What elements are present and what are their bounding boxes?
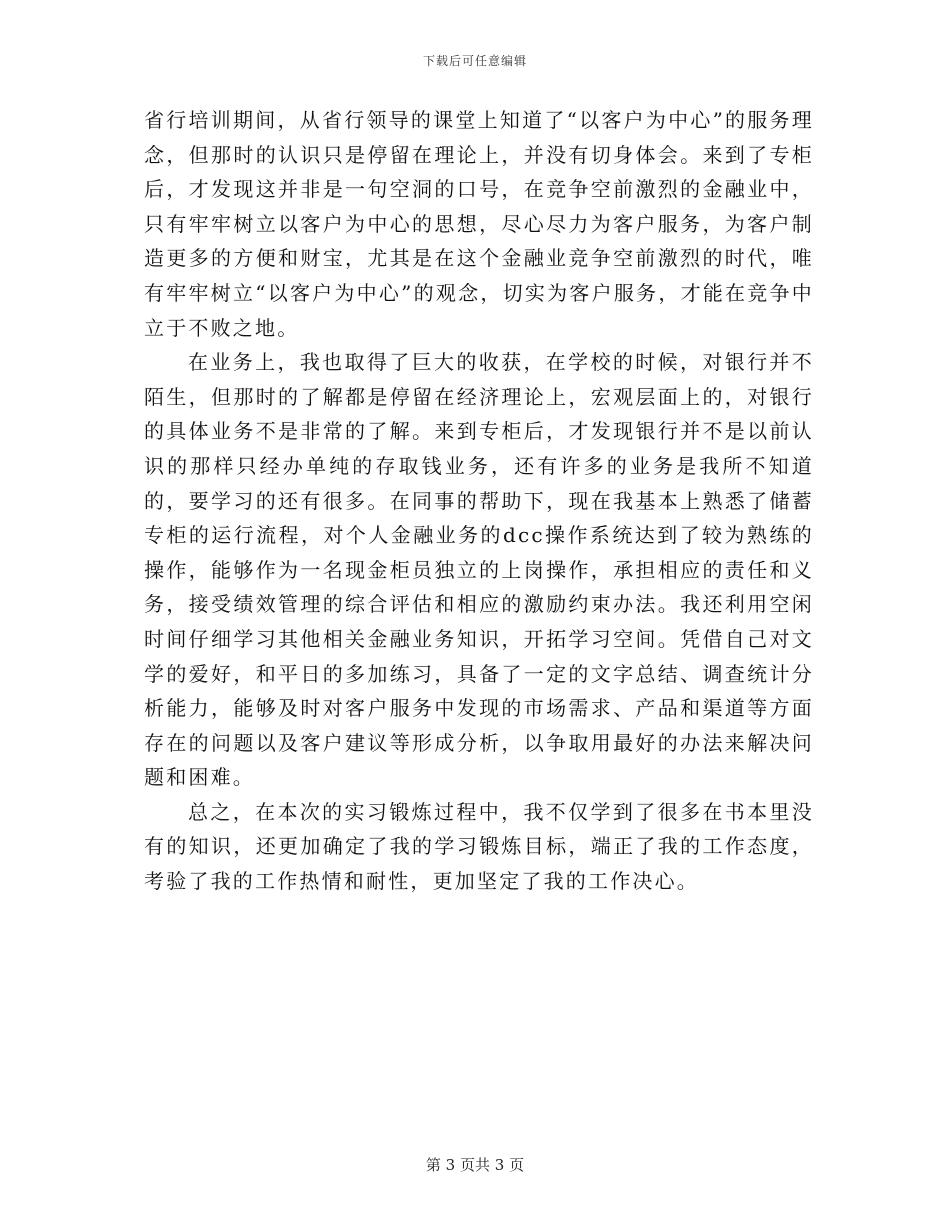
- body-paragraph-2: 在业务上，我也取得了巨大的收获，在学校的时候，对银行并不陌生，但那时的了解都是停留在经济理论上，宏观层面上的，对银行的具体业务不是非常的了解。来到专柜后，才发现银行并不是以前认识的那样只经办单纯的存取钱业务，还有许多的业务是我所不知道的，要学习的还有很多。在同事的帮助下，现在我基本上熟悉了储蓄专柜的运行流程，对个人金融业务的dcc操作系统达到了较为熟练的操作，能够作为一名现金柜员独立的上岗操作，承担相应的责任和义务，接受绩效管理的综合评估和相应的激励约束办法。我还利用空闲时间仔细学习其他相关金融业务知识，开拓学习空间。凭借自己对文学的爱好，和平日的多加练习，具备了一定的文字总结、调查统计分析能力，能够及时对客户服务中发现的市场需求、产品和渠道等方面存在的问题以及客户建议等形成分析，以争取用最好的办法来解决问题和困难。: [144, 350, 814, 790]
- body-paragraph-3: 总之，在本次的实习锻炼过程中，我不仅学到了很多在书本里没有的知识，还更加确定了我的学习锻炼目标，端正了我的工作态度，考验了我的工作热情和耐性，更加坚定了我的工作决心。: [144, 799, 814, 894]
- page-number-footer: 第 3 页共 3 页: [425, 1156, 525, 1174]
- body-paragraph-1: 省行培训期间，从省行领导的课堂上知道了“以客户为中心”的服务理念，但那时的认识只是停留在理论上，并没有切身体会。来到了专柜后，才发现这并非是一句空洞的口号，在竞争空前激烈的金融业中，只有牢牢树立以客户为中心的思想，尽心尽力为客户服务，为客户制造更多的方便和财宝，尤其是在这个金融业竞争空前激烈的时代，唯有牢牢树立“以客户为中心”的观念，切实为客户服务，才能在竞争中立于不败之地。: [144, 108, 814, 340]
- document-body: [144, 103, 814, 899]
- page-header-note: 下载后可任意编辑: [422, 54, 527, 68]
